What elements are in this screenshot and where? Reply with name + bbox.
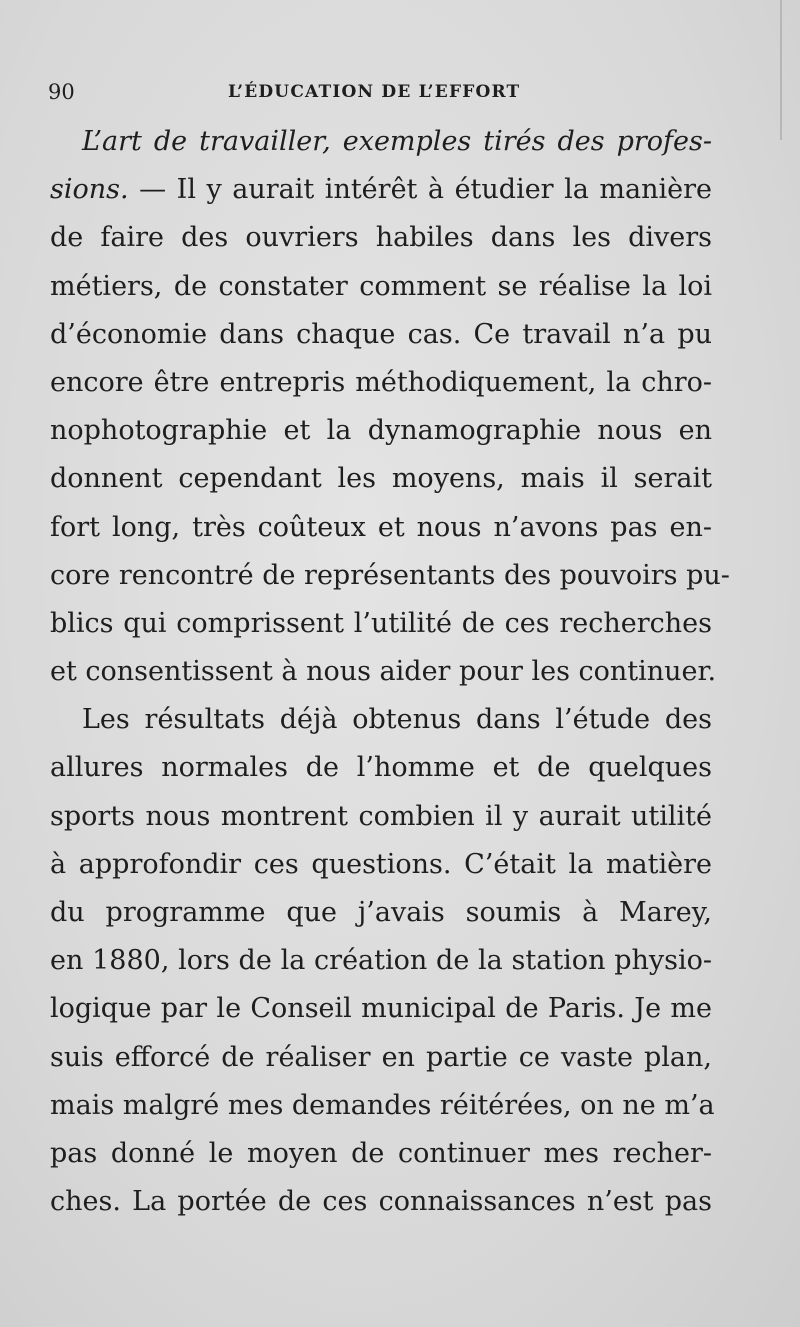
page-number: 90 [48, 80, 75, 104]
text-line: mais malgré mes demandes réitérées, on ne m’a [50, 1089, 715, 1121]
text-line: sports nous montrent combien il y aurait utilité [50, 800, 712, 832]
text-line: encore être entrepris méthodiquement, la chro- [50, 366, 712, 398]
text-line: Les résultats déjà obtenus dans l’étude des [82, 704, 712, 736]
text-line: donnent cependant les moyens, mais il serait [50, 463, 712, 495]
text-line: en 1880, lors de la création de la station physio- [50, 945, 712, 977]
text-line [50, 118, 712, 166]
text-line-rest: — Il y aurait intérêt à étudier la manière [128, 174, 712, 206]
text-line: logique par le Conseil municipal de Paris. Je me [50, 993, 712, 1025]
body-text [50, 118, 730, 1226]
text-line: core rencontré de représentants des pouvoirs pu- [50, 559, 730, 591]
page-edge-shadow [780, 0, 782, 140]
text-line: et consentissent à nous aider pour les continuer. [50, 656, 717, 688]
text-line: métiers, de constater comment se réalise la loi [50, 270, 712, 302]
text-line: ches. La portée de ces connaissances n’est pas [50, 1186, 712, 1218]
text-line [50, 166, 712, 214]
running-title: L’ÉDUCATION DE L’EFFORT [228, 82, 521, 102]
text-line: pas donné le moyen de continuer mes recher- [50, 1137, 712, 1169]
text-line: allures normales de l’homme et de quelques [50, 752, 712, 784]
text-line: de faire des ouvriers habiles dans les divers [50, 222, 712, 254]
section-heading-italic: L’art de travailler, exemples tirés des profes- [82, 126, 712, 157]
text-line: nophotographie et la dynamographie nous en [50, 415, 712, 447]
text-line: fort long, très coûteux et nous n’avons pas en- [50, 511, 712, 543]
text-line: du programme que j’avais soumis à Marey, [50, 897, 712, 928]
running-header [48, 80, 718, 110]
text-line: blics qui comprissent l’utilité de ces recherches [50, 607, 712, 639]
text-line: suis efforcé de réaliser en partie ce vaste plan, [50, 1041, 712, 1073]
section-heading-italic-end: sions. [50, 174, 129, 206]
text-line: d’économie dans chaque cas. Ce travail n’a pu [50, 318, 712, 350]
text-line: à approfondir ces questions. C’était la matière [50, 848, 712, 880]
